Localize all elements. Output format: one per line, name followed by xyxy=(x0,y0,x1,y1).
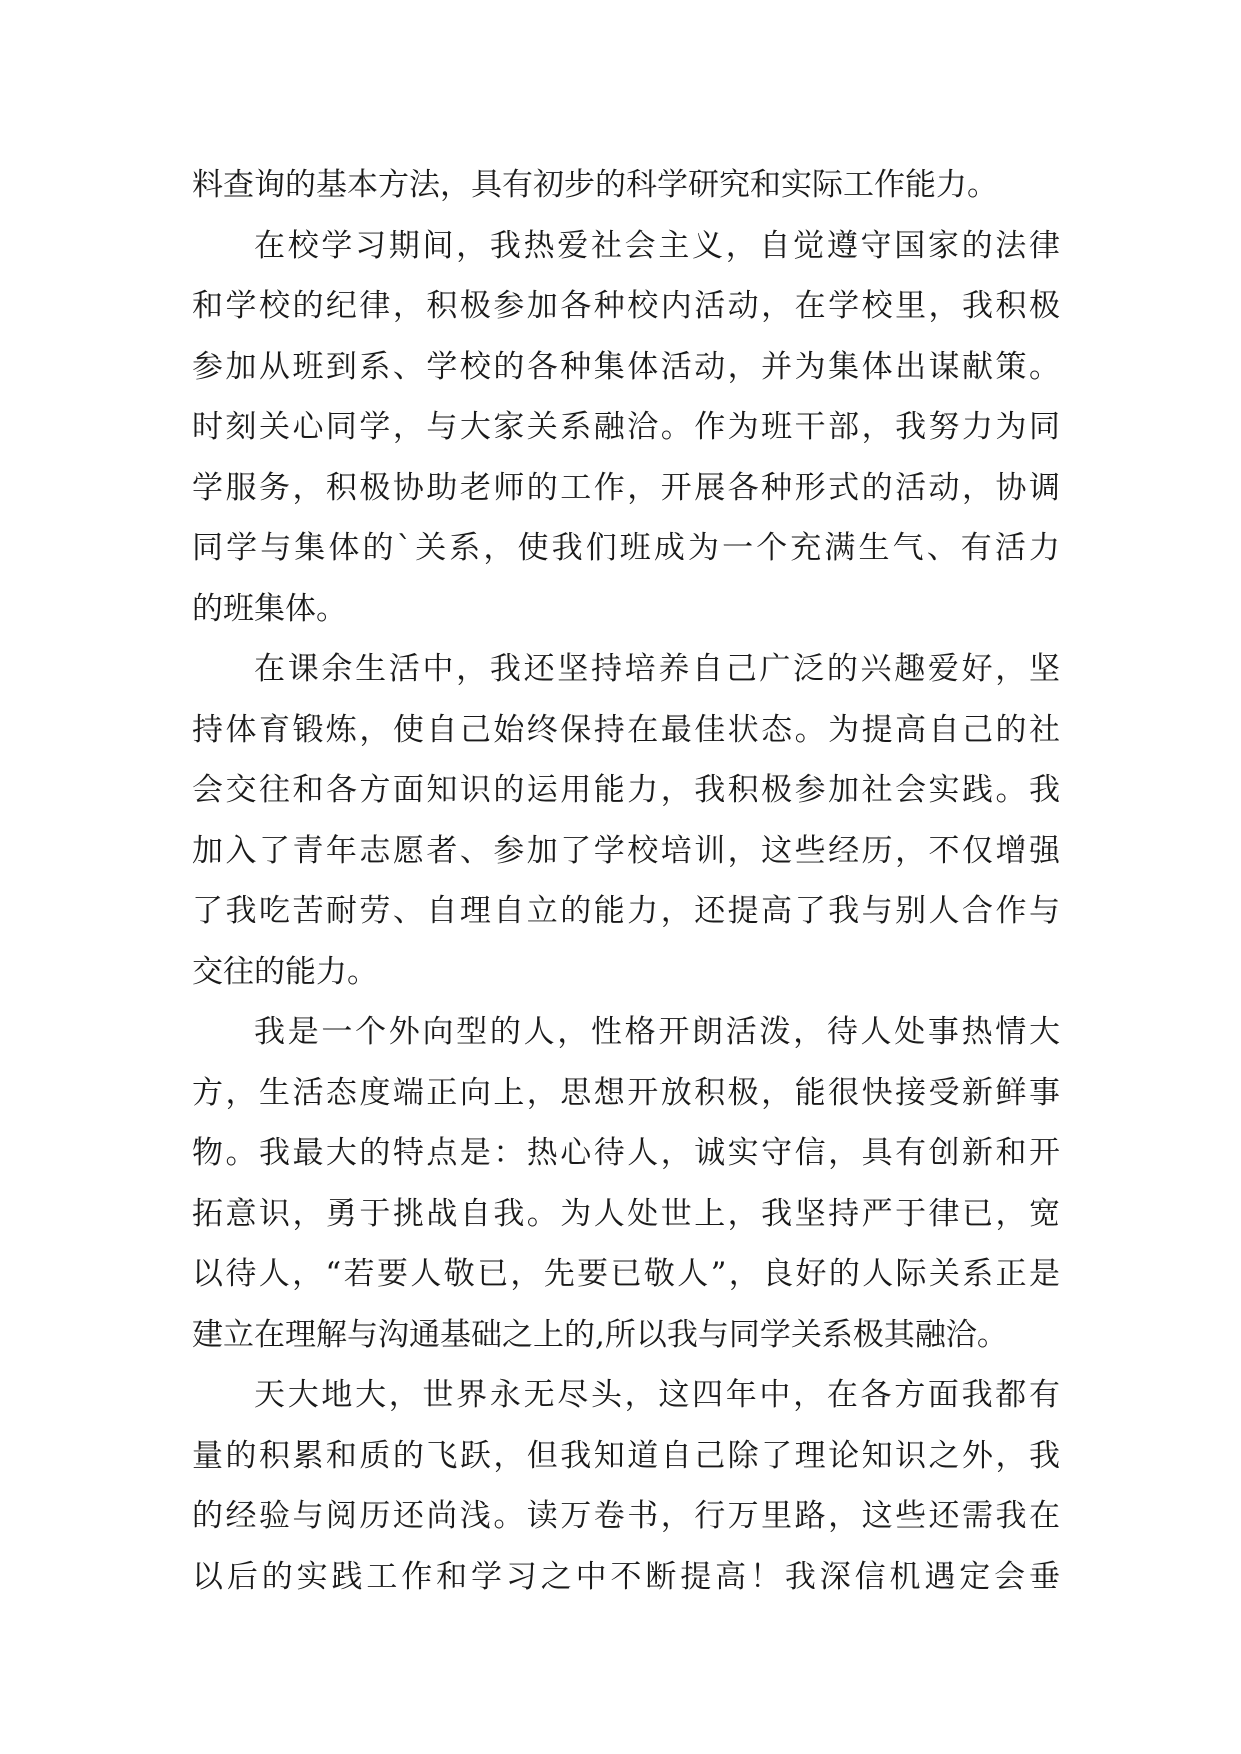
text-line: 我是一个外向型的人，性格开朗活泼，待人处事热情大 xyxy=(254,1014,1060,1050)
document-body xyxy=(192,155,1060,1607)
paragraph xyxy=(192,216,1060,640)
text-line: 方，生活态度端正向上，思想开放积极，能很快接受新鲜事 xyxy=(192,1074,1060,1111)
text-line: 以待人，“若要人敬已，先要已敬人”，良好的人际关系正是 xyxy=(192,1256,1060,1292)
text-line: 以后的实践工作和学习之中不断提高！我深信机遇定会垂 xyxy=(192,1558,1060,1595)
text-line: 的班集体。 xyxy=(192,590,347,627)
text-line: 在校学习期间，我热爱社会主义，自觉遵守国家的法律 xyxy=(254,227,1060,264)
text-line: 量的积累和质的飞跃，但我知道自己除了理论知识之外，我 xyxy=(192,1437,1060,1474)
text-line: 天大地大，世界永无尽头，这四年中，在各方面我都有 xyxy=(254,1377,1060,1413)
text-line: 加入了青年志愿者、参加了学校培训，这些经历，不仅增强 xyxy=(192,832,1060,869)
text-line: 学服务，积极协助老师的工作，开展各种形式的活动，协调 xyxy=(192,469,1060,506)
text-line: 会交往和各方面知识的运用能力，我积极参加社会实践。我 xyxy=(192,772,1060,808)
text-line: 了我吃苦耐劳、自理自立的能力，还提高了我与别人合作与 xyxy=(192,893,1060,929)
paragraph xyxy=(192,155,1060,216)
text-line: 时刻关心同学，与大家关系融洽。作为班干部，我努力为同 xyxy=(192,409,1060,445)
text-line: 持体育锻炼，使自己始终保持在最佳状态。为提高自己的社 xyxy=(192,711,1060,748)
text-line: 同学与集体的`关系，使我们班成为一个充满生气、有活力 xyxy=(192,530,1060,566)
text-line: 拓意识，勇于挑战自我。为人处世上，我坚持严于律已，宽 xyxy=(192,1195,1060,1232)
paragraph xyxy=(192,1365,1060,1607)
text-line: 的经验与阅历还尚浅。读万卷书，行万里路，这些还需我在 xyxy=(192,1498,1060,1534)
paragraph xyxy=(192,639,1060,1002)
text-line: 和学校的纪律，积极参加各种校内活动，在学校里，我积极 xyxy=(192,288,1060,324)
text-line: 料查询的基本方法，具有初步的科学研究和实际工作能力。 xyxy=(192,167,998,203)
text-line: 交往的能力。 xyxy=(192,953,378,990)
paragraph xyxy=(192,1002,1060,1365)
text-line: 物。我最大的特点是：热心待人，诚实守信，具有创新和开 xyxy=(192,1135,1060,1171)
text-line: 建立在理解与沟通基础之上的,所以我与同学关系极其融洽。 xyxy=(192,1316,1008,1353)
text-line: 在课余生活中，我还坚持培养自己广泛的兴趣爱好，坚 xyxy=(254,651,1060,687)
text-line: 参加从班到系、学校的各种集体活动，并为集体出谋献策。 xyxy=(192,348,1060,385)
